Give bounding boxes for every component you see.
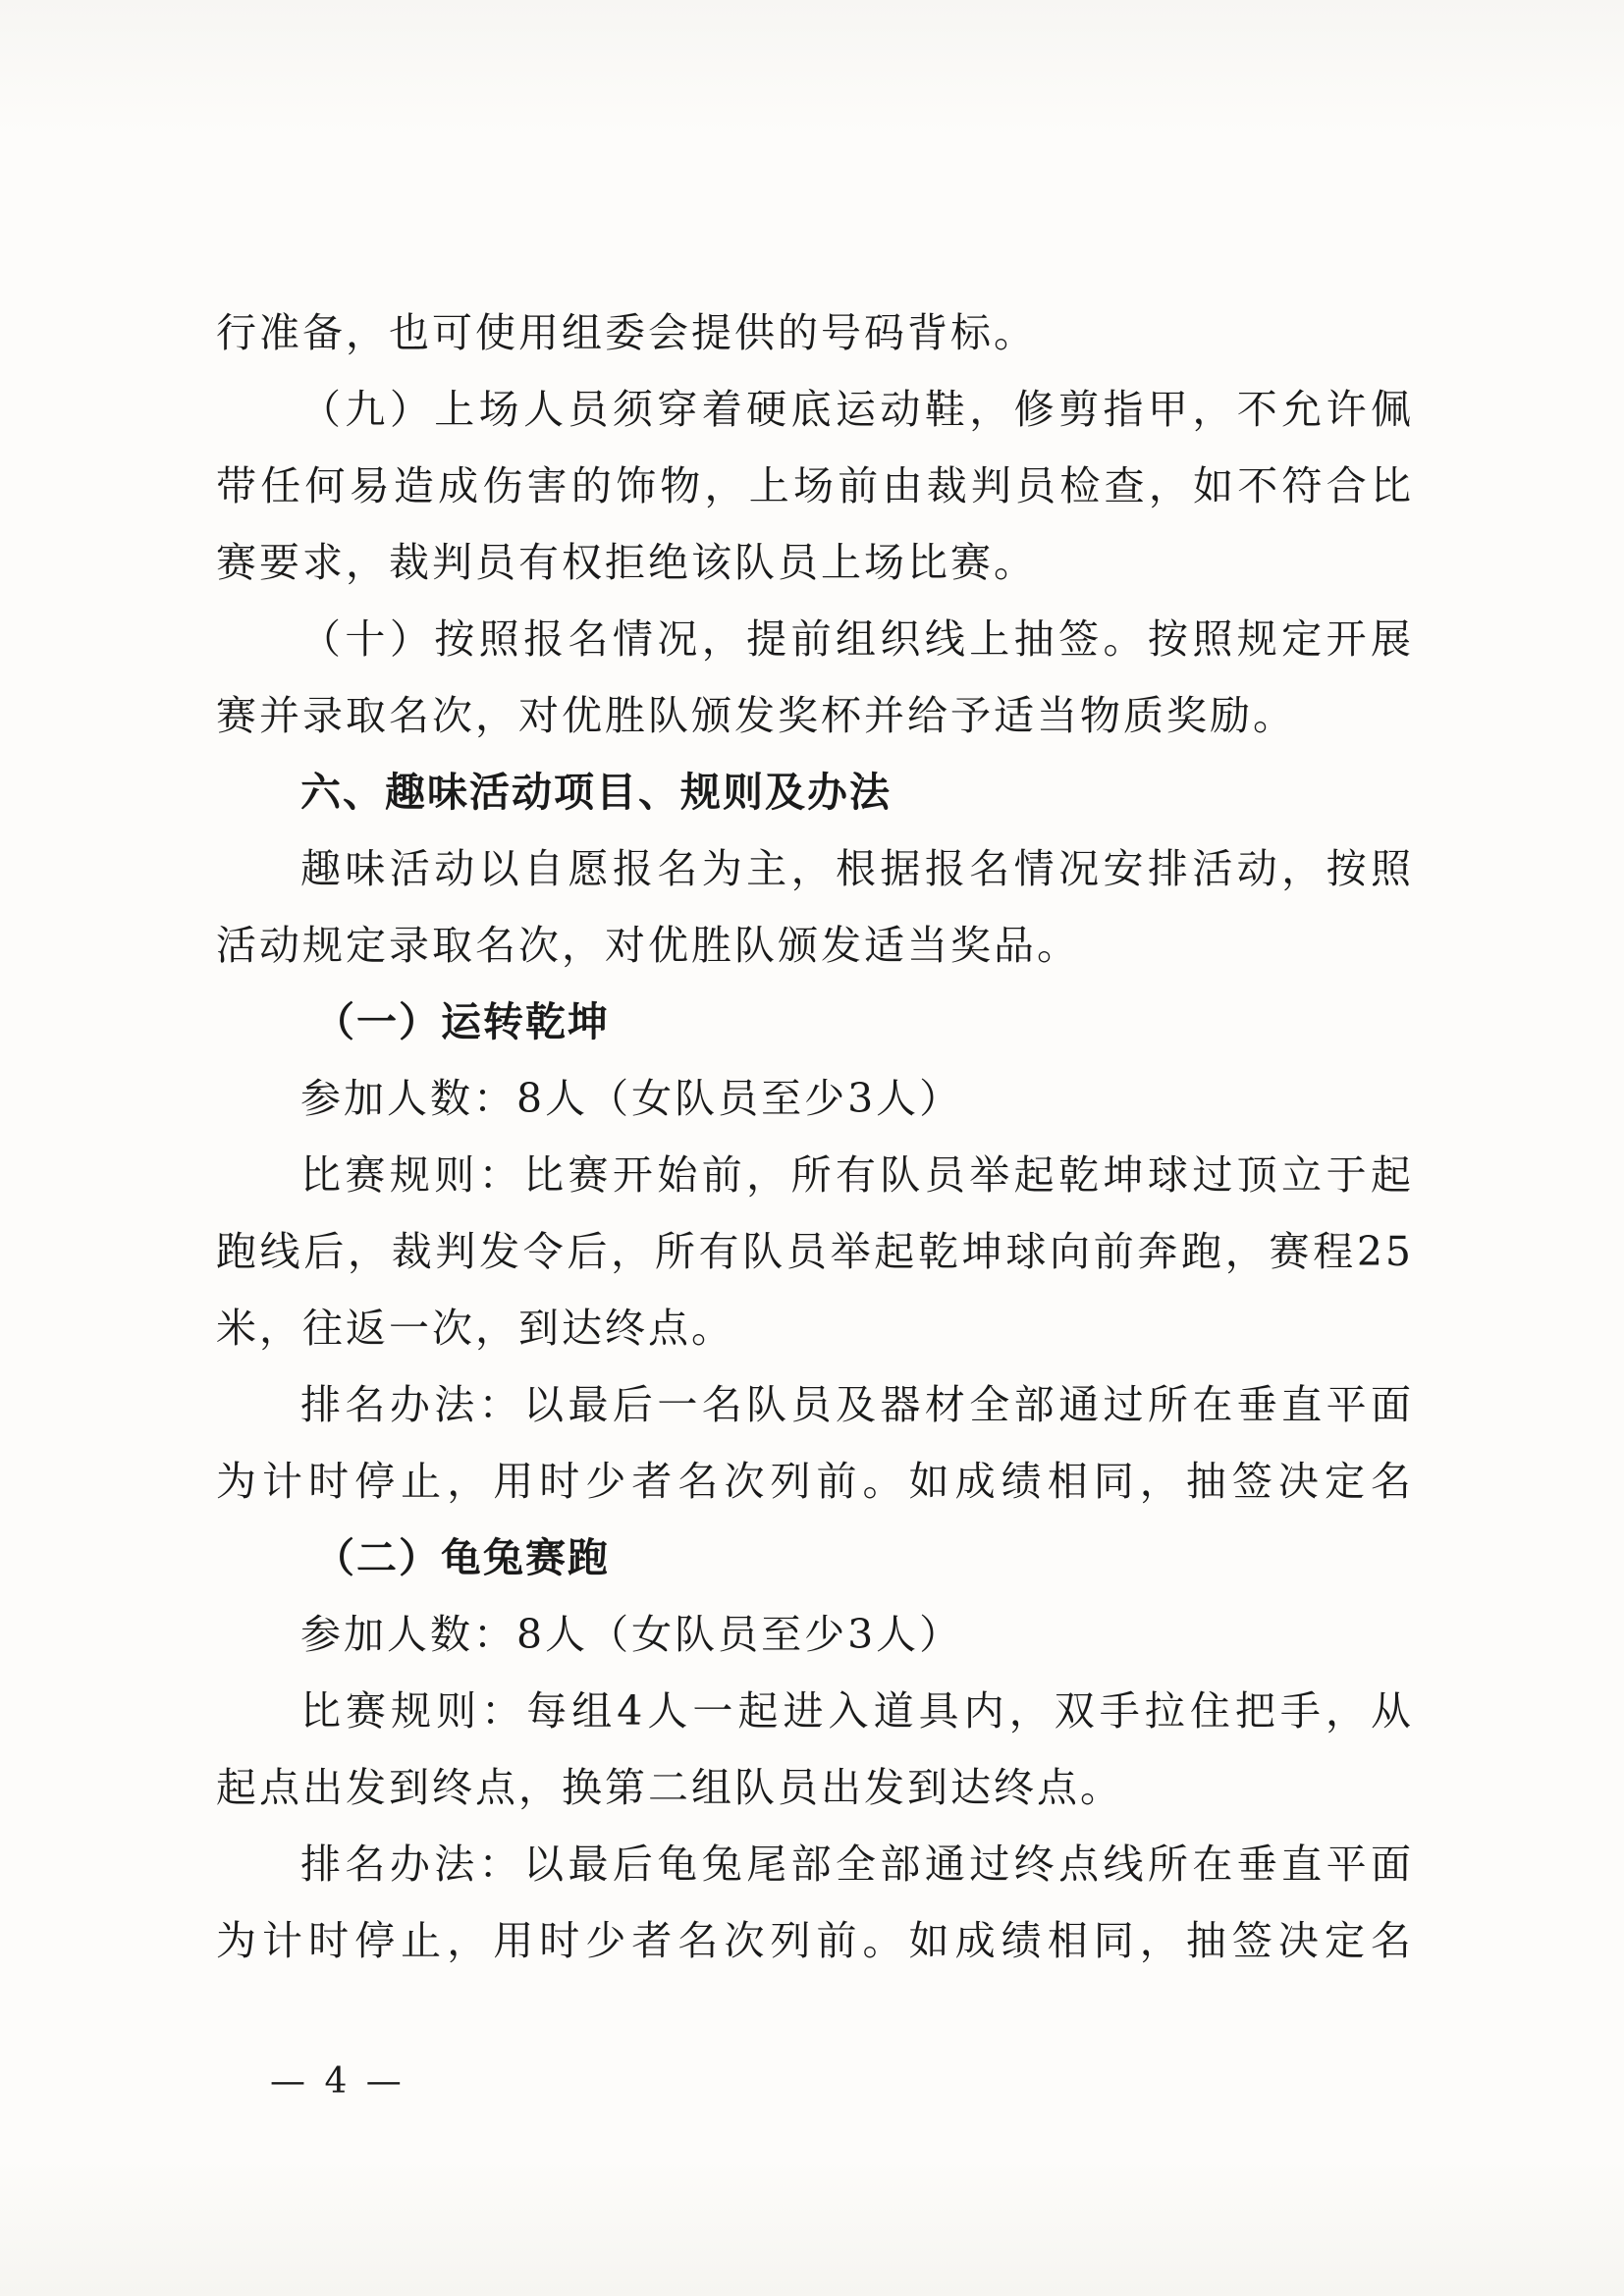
event-title: （一）运转乾坤: [314, 998, 610, 1045]
text-line: 跑线后，裁判发令后，所有队员举起乾坤球向前奔跑，赛程25: [216, 1228, 1414, 1275]
text-line: 米，往返一次，到达终点。: [216, 1305, 734, 1352]
text-line: （十）按照报名情况，提前组织线上抽签。按照规定开展: [300, 615, 1414, 663]
text-line: 起点出发到终点，换第二组队员出发到达终点。: [216, 1764, 1123, 1811]
text-line: （九）上场人员须穿着硬底运动鞋，修剪指甲，不允许佩: [300, 386, 1414, 433]
text-line: 活动规定录取名次，对优胜队颁发适当奖品。: [216, 922, 1080, 969]
text-line: 为计时停止，用时少者名次列前。如成绩相同，抽签决定名: [216, 1458, 1414, 1505]
document-body: [216, 294, 1414, 1979]
text-line: 比赛规则：比赛开始前，所有队员举起乾坤球过顶立于起: [300, 1151, 1414, 1199]
section-heading: 六、趣味活动项目、规则及办法: [300, 769, 892, 816]
text-line: 趣味活动以自愿报名为主，根据报名情况安排活动，按照: [300, 845, 1414, 892]
event-participants: 参加人数：8人（女队员至少3人）: [300, 1075, 963, 1122]
text-line: 排名办法：以最后龟兔尾部全部通过终点线所在垂直平面: [300, 1841, 1414, 1888]
text-line: 赛并录取名次，对优胜队颁发奖杯并给予适当物质奖励。: [216, 692, 1296, 739]
text-line: 比赛规则：每组4人一起进入道具内，双手拉住把手，从: [300, 1687, 1414, 1735]
text-line: 为计时停止，用时少者名次列前。如成绩相同，抽签决定名: [216, 1917, 1414, 1964]
text-line: 赛要求，裁判员有权拒绝该队员上场比赛。: [216, 539, 1037, 586]
text-line: 行准备，也可使用组委会提供的号码背标。: [216, 309, 1037, 356]
event-title: （二）龟兔赛跑: [314, 1534, 610, 1581]
event-participants: 参加人数：8人（女队员至少3人）: [300, 1611, 963, 1658]
text-line: 排名办法：以最后一名队员及器材全部通过所在垂直平面: [300, 1381, 1414, 1428]
text-line: 带任何易造成伤害的饰物，上场前由裁判员检查，如不符合比: [216, 462, 1414, 509]
page-number: — 4 —: [270, 2061, 406, 2102]
